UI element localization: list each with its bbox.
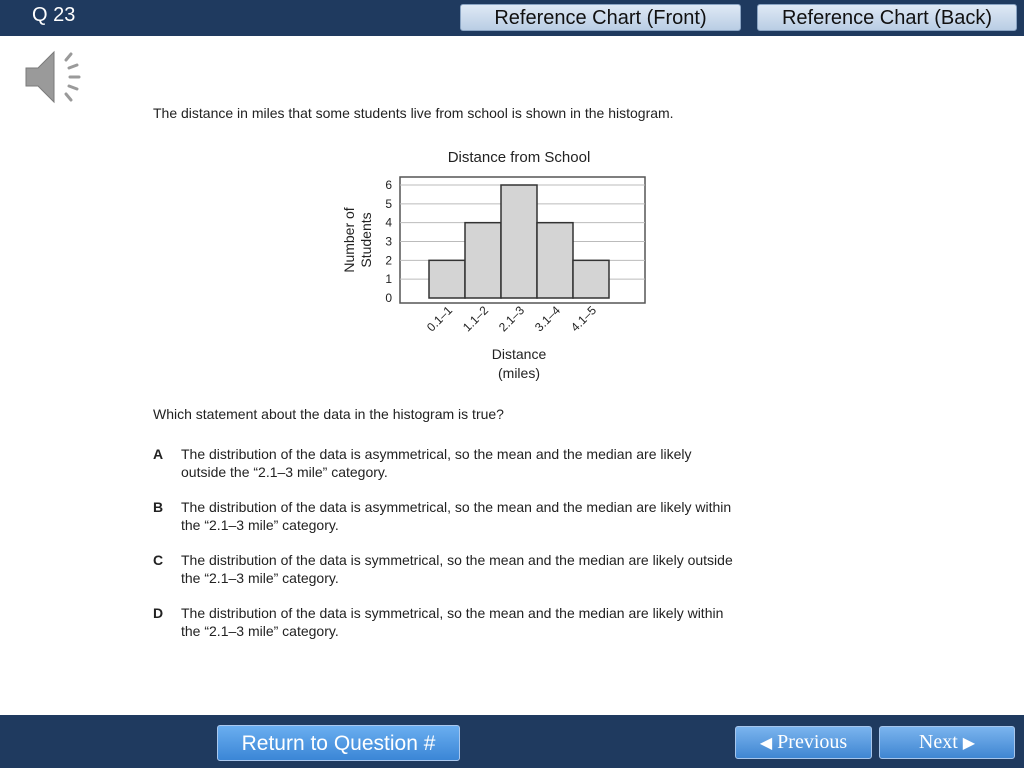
option-letter: C (153, 552, 164, 568)
y-tick-label: 6 (385, 178, 392, 192)
reference-chart-back-button[interactable]: Reference Chart (Back) (757, 4, 1017, 31)
option-text-line2: the “2.1–3 mile” category. (181, 570, 339, 586)
y-tick-label: 3 (385, 234, 392, 249)
return-to-question-button[interactable]: Return to Question # (217, 725, 460, 761)
reference-chart-front-button[interactable]: Reference Chart (Front) (460, 4, 741, 31)
option-text-line1: The distribution of the data is asymmetrical, so the mean and the median are likely (181, 446, 692, 462)
y-tick-label: 5 (385, 196, 392, 211)
histogram-bar (501, 185, 537, 298)
x-axis-label-line1: Distance (491, 346, 547, 362)
answer-option-a[interactable] (153, 446, 873, 486)
answer-option-d[interactable] (153, 605, 873, 645)
option-letter: B (153, 499, 164, 515)
x-axis-label-line2: (miles) (498, 365, 540, 381)
y-tick-label: 2 (385, 253, 392, 268)
left-arrow-icon: ◀ (759, 735, 773, 752)
next-label: Next (918, 731, 958, 753)
question-prompt: The distance in miles that some students live from school is shown in the histogram. (153, 105, 674, 121)
y-tick-label: 1 (385, 272, 392, 287)
chart-title: Distance from School (447, 149, 591, 166)
speaker-icon[interactable] (22, 46, 92, 108)
x-tick-label: 1.1–2 (459, 303, 492, 335)
option-letter: A (153, 446, 164, 462)
next-button[interactable] (879, 726, 1015, 759)
y-tick-label: 0 (385, 291, 392, 305)
question-number: Q 23 (32, 4, 76, 26)
histogram-bar (465, 223, 501, 298)
option-text-line1: The distribution of the data is symmetrical, so the mean and the median are likely within (181, 605, 724, 621)
option-text-line2: outside the “2.1–3 mile” category. (181, 464, 388, 480)
y-axis-label-line1: Number of (341, 207, 357, 273)
option-text-line2: the “2.1–3 mile” category. (181, 517, 339, 533)
right-arrow-icon: ▶ (962, 735, 976, 752)
option-letter: D (153, 605, 164, 621)
x-tick-label: 4.1–5 (567, 303, 600, 335)
histogram-bar (573, 260, 609, 298)
answer-option-b[interactable] (153, 499, 873, 539)
question-stem: Which statement about the data in the histogram is true? (153, 406, 504, 422)
option-text-line2: the “2.1–3 mile” category. (181, 623, 339, 639)
previous-label: Previous (777, 731, 848, 753)
x-tick-label: 0.1–1 (423, 303, 456, 335)
histogram-bar (429, 260, 465, 298)
y-axis-label-line2: Students (358, 212, 374, 268)
x-tick-label: 3.1–4 (531, 303, 564, 335)
answer-option-c[interactable] (153, 552, 873, 592)
option-text-line1: The distribution of the data is symmetrical, so the mean and the median are likely outside (181, 552, 733, 568)
y-tick-label: 4 (385, 215, 392, 230)
option-text-line1: The distribution of the data is asymmetrical, so the mean and the median are likely within (181, 499, 732, 515)
x-tick-label: 2.1–3 (495, 303, 528, 335)
previous-button[interactable] (735, 726, 872, 759)
histogram-bar (537, 223, 573, 298)
histogram-chart (330, 140, 670, 385)
